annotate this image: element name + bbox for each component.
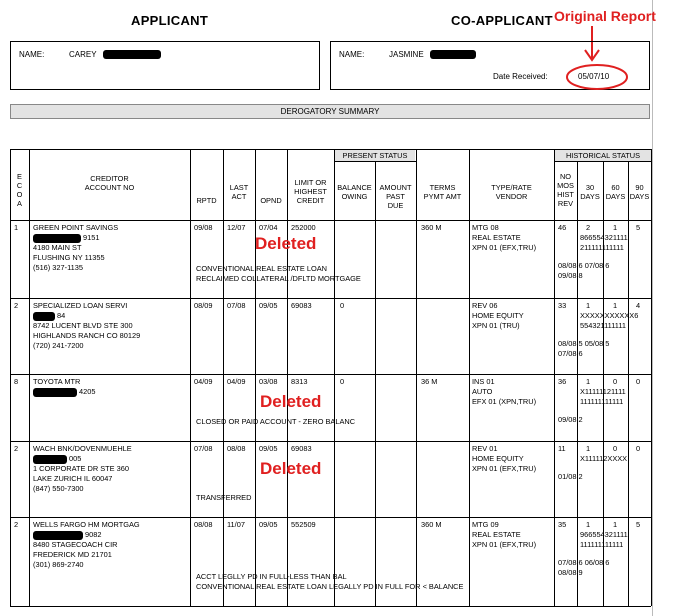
column-divider [10, 149, 11, 606]
header-text: PAST [386, 192, 405, 201]
hist-detail: 09/08 2 [558, 415, 583, 424]
header-text: HIGHEST [294, 187, 327, 196]
rptd-cell: 08/09 [194, 301, 213, 310]
limit-header [287, 178, 334, 205]
deleted-annotation: Deleted [260, 459, 322, 478]
account-number: 84 [57, 311, 66, 320]
limit-cell: 69083 [291, 301, 312, 310]
terms-cell: 360 M [421, 223, 442, 232]
days-30-header [577, 183, 603, 201]
type-cell: XPN 01 (TRU) [472, 321, 520, 330]
header-text: OPND [260, 196, 282, 205]
last-act-cell: 07/08 [227, 301, 246, 310]
historical-status-header: HISTORICAL STATUS [565, 151, 641, 160]
terms-cell: 36 M [421, 377, 438, 386]
remark-text: TRANSFERRED [196, 493, 252, 502]
redaction [33, 312, 55, 321]
creditor-name: TOYOTA MTR [33, 377, 81, 386]
header-text: AMOUNT [379, 183, 412, 192]
hist-mos-cell: 11 [558, 444, 566, 453]
creditor-name: WELLS FARGO HM MORTGAG [33, 520, 140, 529]
column-divider [628, 161, 629, 606]
creditor-line: FLUSHING NY 11355 [33, 253, 105, 262]
header-text: CREDIT [296, 196, 325, 205]
column-divider [287, 149, 288, 606]
creditor-line: FREDERICK MD 21701 [33, 550, 112, 559]
column-divider [190, 149, 191, 606]
hist-detail: 966554321111 [580, 530, 628, 539]
type-cell: REAL ESTATE [472, 233, 521, 242]
balance-header [334, 183, 375, 201]
type-cell: AUTO [472, 387, 493, 396]
column-divider [554, 149, 555, 606]
creditor-line: (516) 327-1135 [33, 263, 83, 272]
header-text: DAYS [580, 192, 600, 201]
account-number: 005 [69, 454, 82, 463]
hist-30-cell: 1 [586, 301, 591, 310]
type-cell: MTG 08 [472, 223, 499, 232]
creditor-line: (847) 550-7300 [33, 484, 84, 493]
last-act-cell: 08/08 [227, 444, 246, 453]
type-cell: HOME EQUITY [472, 454, 524, 463]
type-cell: XPN 01 (EFX,TRU) [472, 540, 537, 549]
column-divider [255, 149, 256, 606]
opnd-cell: 09/05 [259, 520, 278, 529]
balance-cell: 0 [340, 377, 345, 386]
hist-detail: X11111121111 [580, 387, 626, 396]
creditor-line [33, 530, 101, 540]
rptd-cell: 07/08 [194, 444, 213, 453]
creditor-line: (301) 869-2740 [33, 560, 84, 569]
last-act-cell: 12/07 [227, 223, 246, 232]
ecoa-cell: 2 [14, 520, 19, 529]
remark-text: CONVENTIONAL REAL ESTATE LOAN [196, 264, 328, 273]
column-divider [577, 161, 578, 606]
remark-text: RECLAIMED COLLATERAL /DFLTD MORTGAGE [196, 274, 361, 283]
balance-cell: 0 [340, 301, 345, 310]
column-divider [223, 149, 224, 606]
hist-mos-cell: 46 [558, 223, 567, 232]
type-cell: INS 01 [472, 377, 495, 386]
ecoa-cell: 8 [14, 377, 19, 386]
column-divider [334, 149, 335, 606]
header-text: REV [557, 199, 574, 208]
limit-cell: 8313 [291, 377, 308, 386]
hist-60-cell: 1 [613, 520, 618, 529]
co-applicant-name-label: NAME: [339, 50, 365, 59]
hist-90-cell: 0 [636, 444, 641, 453]
hist-90-cell: 4 [636, 301, 641, 310]
creditor-line: 4180 MAIN ST [33, 243, 82, 252]
header-text: ACT [231, 192, 247, 201]
days-90-header [628, 183, 651, 201]
creditor-line [33, 311, 65, 321]
creditor-line [33, 454, 81, 464]
header-text: OWING [341, 192, 368, 201]
hist-60-cell: 1 [613, 301, 618, 310]
type-cell: REV 06 [472, 301, 498, 310]
hist-90-cell: 5 [636, 223, 641, 232]
last-act-cell: 11/07 [227, 520, 245, 529]
hist-detail: 07/08 6 06/08 6 [558, 558, 610, 567]
remark-text: ACCT LEGLLY PD IN FULL-LESS THAN BAL [196, 572, 347, 581]
hist-30-cell: 1 [586, 444, 591, 453]
header-text: PYMT AMT [423, 192, 462, 201]
creditor-name: WACH BNK/DOVENMUEHLE [33, 444, 132, 453]
creditor-name: GREEN POINT SAVINGS [33, 223, 119, 232]
header-text: 90 [635, 183, 644, 192]
limit-cell: 69083 [291, 444, 312, 453]
terms-header [416, 183, 469, 201]
hist-detail: 01/08 2 [558, 472, 583, 481]
hist-90-cell: 5 [636, 520, 641, 529]
column-divider [651, 149, 652, 606]
hist-detail: 111111111111 [580, 540, 624, 549]
type-cell: EFX 01 (XPN,TRU) [472, 397, 537, 406]
header-text: BALANCE [337, 183, 372, 192]
header-text: O [16, 190, 23, 199]
column-divider [375, 161, 376, 606]
hist-detail: XXXXXXXXXXX6 [580, 311, 639, 320]
hist-detail: 08/08 5 05/08 5 [558, 339, 610, 348]
creditor-line [33, 387, 95, 397]
creditor-line: 8480 STAGECOACH CIR [33, 540, 118, 549]
limit-cell: 552509 [291, 520, 316, 529]
hist-detail: 866554321111 [580, 233, 628, 242]
original-report-annotation: Original Report [554, 8, 656, 24]
terms-cell: 360 M [421, 520, 442, 529]
hist-60-cell: 0 [613, 377, 618, 386]
no-mos-header [554, 172, 577, 208]
header-text: LIMIT OR [294, 178, 327, 187]
header-text: 60 [611, 183, 620, 192]
header-text: RPTD [196, 196, 217, 205]
account-number: 4205 [79, 387, 96, 396]
header-text: TYPE/RATE [491, 183, 532, 192]
header-text: DAYS [629, 192, 650, 201]
column-divider [416, 149, 417, 606]
header-text: DAYS [605, 192, 626, 201]
hist-detail: 08/08 6 07/08 6 [558, 261, 610, 270]
header-text: HIST [557, 190, 574, 199]
hist-mos-cell: 33 [558, 301, 567, 310]
hist-detail: 554321111111 [580, 321, 627, 330]
rptd-cell: 08/08 [194, 520, 213, 529]
header-text: E [17, 172, 22, 181]
type-cell: HOME EQUITY [472, 311, 524, 320]
date-received-label: Date Received: [493, 72, 548, 81]
opnd-cell: 07/04 [259, 223, 278, 232]
type-cell: MTG 09 [472, 520, 499, 529]
ecoa-header [10, 172, 29, 208]
creditor-line: HIGHLANDS RANCH CO 80129 [33, 331, 141, 340]
account-number: 9082 [85, 530, 102, 539]
redaction [33, 531, 83, 540]
rptd-cell: 09/08 [194, 223, 213, 232]
present-status-header: PRESENT STATUS [342, 151, 408, 160]
days-60-header [603, 183, 628, 201]
row-divider [10, 606, 651, 607]
ecoa-cell: 2 [14, 301, 19, 310]
header-text: A [17, 199, 22, 208]
opnd-cell: 09/05 [259, 444, 278, 453]
hist-detail: 08/08 9 [558, 568, 583, 577]
remark-text: CLOSED OR PAID ACCOUNT - ZERO BALANC [196, 417, 356, 426]
hist-90-cell: 0 [636, 377, 641, 386]
hist-mos-cell: 36 [558, 377, 567, 386]
hist-detail: 211111111111 [580, 243, 624, 252]
header-text: MOS [557, 181, 574, 190]
creditor-name: SPECIALIZED LOAN SERVI [33, 301, 128, 310]
creditor-line: 8742 LUCENT BLVD STE 300 [33, 321, 133, 330]
derogatory-summary-bar: DEROGATORY SUMMARY [10, 104, 650, 119]
header-text: DUE [387, 201, 404, 210]
creditor-line [33, 233, 99, 243]
type-cell: XPN 01 (EFX,TRU) [472, 243, 537, 252]
account-number: 9151 [83, 233, 100, 242]
redaction [33, 455, 67, 464]
opnd-header [255, 196, 287, 205]
hist-30-cell: 1 [586, 520, 591, 529]
hist-60-cell: 1 [613, 223, 618, 232]
hist-detail: 07/08 6 [558, 349, 583, 358]
amount-header [375, 183, 416, 210]
hist-detail: X111112XXXX [580, 454, 628, 463]
hist-30-cell: 2 [586, 223, 591, 232]
hist-detail: 09/08 8 [558, 271, 583, 280]
header-text: ACCOUNT NO [84, 183, 135, 192]
opnd-cell: 09/05 [259, 301, 278, 310]
header-text: LAST [229, 183, 249, 192]
creditor-header [29, 174, 190, 192]
deleted-annotation: Deleted [255, 234, 317, 253]
date-received-value: 05/07/10 [578, 72, 610, 81]
applicant-name-value: CAREY [69, 50, 161, 59]
column-divider [469, 149, 470, 606]
remark-text: CONVENTIONAL REAL ESTATE LOAN LEGALLY PD IN FULL FOR < BALANCE [196, 582, 464, 591]
header-text: NO [559, 172, 572, 181]
type-header [469, 183, 554, 201]
rptd-header [190, 196, 223, 205]
applicant-name-label: NAME: [19, 50, 45, 59]
opnd-cell: 03/08 [259, 377, 278, 386]
ecoa-cell: 1 [14, 223, 19, 232]
ecoa-cell: 2 [14, 444, 19, 453]
creditor-line: 1 CORPORATE DR STE 360 [33, 464, 129, 473]
column-divider [29, 149, 30, 606]
header-text: 30 [585, 183, 595, 192]
type-cell: REV 01 [472, 444, 498, 453]
hist-60-cell: 0 [613, 444, 618, 453]
header-text: TERMS [429, 183, 456, 192]
co-applicant-name-value: JASMINE [389, 50, 476, 59]
last-act-cell: 04/09 [227, 377, 246, 386]
type-cell: REAL ESTATE [472, 530, 521, 539]
hist-30-cell: 1 [586, 377, 591, 386]
creditor-line: (720) 241-7200 [33, 341, 84, 350]
deleted-annotation: Deleted [260, 392, 322, 411]
co-applicant-heading: CO-APPLICANT [451, 13, 553, 28]
hist-detail: 111111111111 [580, 397, 624, 406]
redaction [33, 388, 77, 397]
header-text: CREDITOR [90, 174, 129, 183]
header-text: C [16, 181, 23, 190]
applicant-heading: APPLICANT [131, 13, 209, 28]
rptd-cell: 04/09 [194, 377, 213, 386]
redaction [33, 234, 81, 243]
limit-cell: 252000 [291, 223, 316, 232]
header-text: VENDOR [495, 192, 528, 201]
last-act-header [223, 183, 255, 201]
type-cell: XPN 01 (EFX,TRU) [472, 464, 537, 473]
hist-mos-cell: 35 [558, 520, 567, 529]
creditor-line: LAKE ZURICH IL 60047 [33, 474, 113, 483]
